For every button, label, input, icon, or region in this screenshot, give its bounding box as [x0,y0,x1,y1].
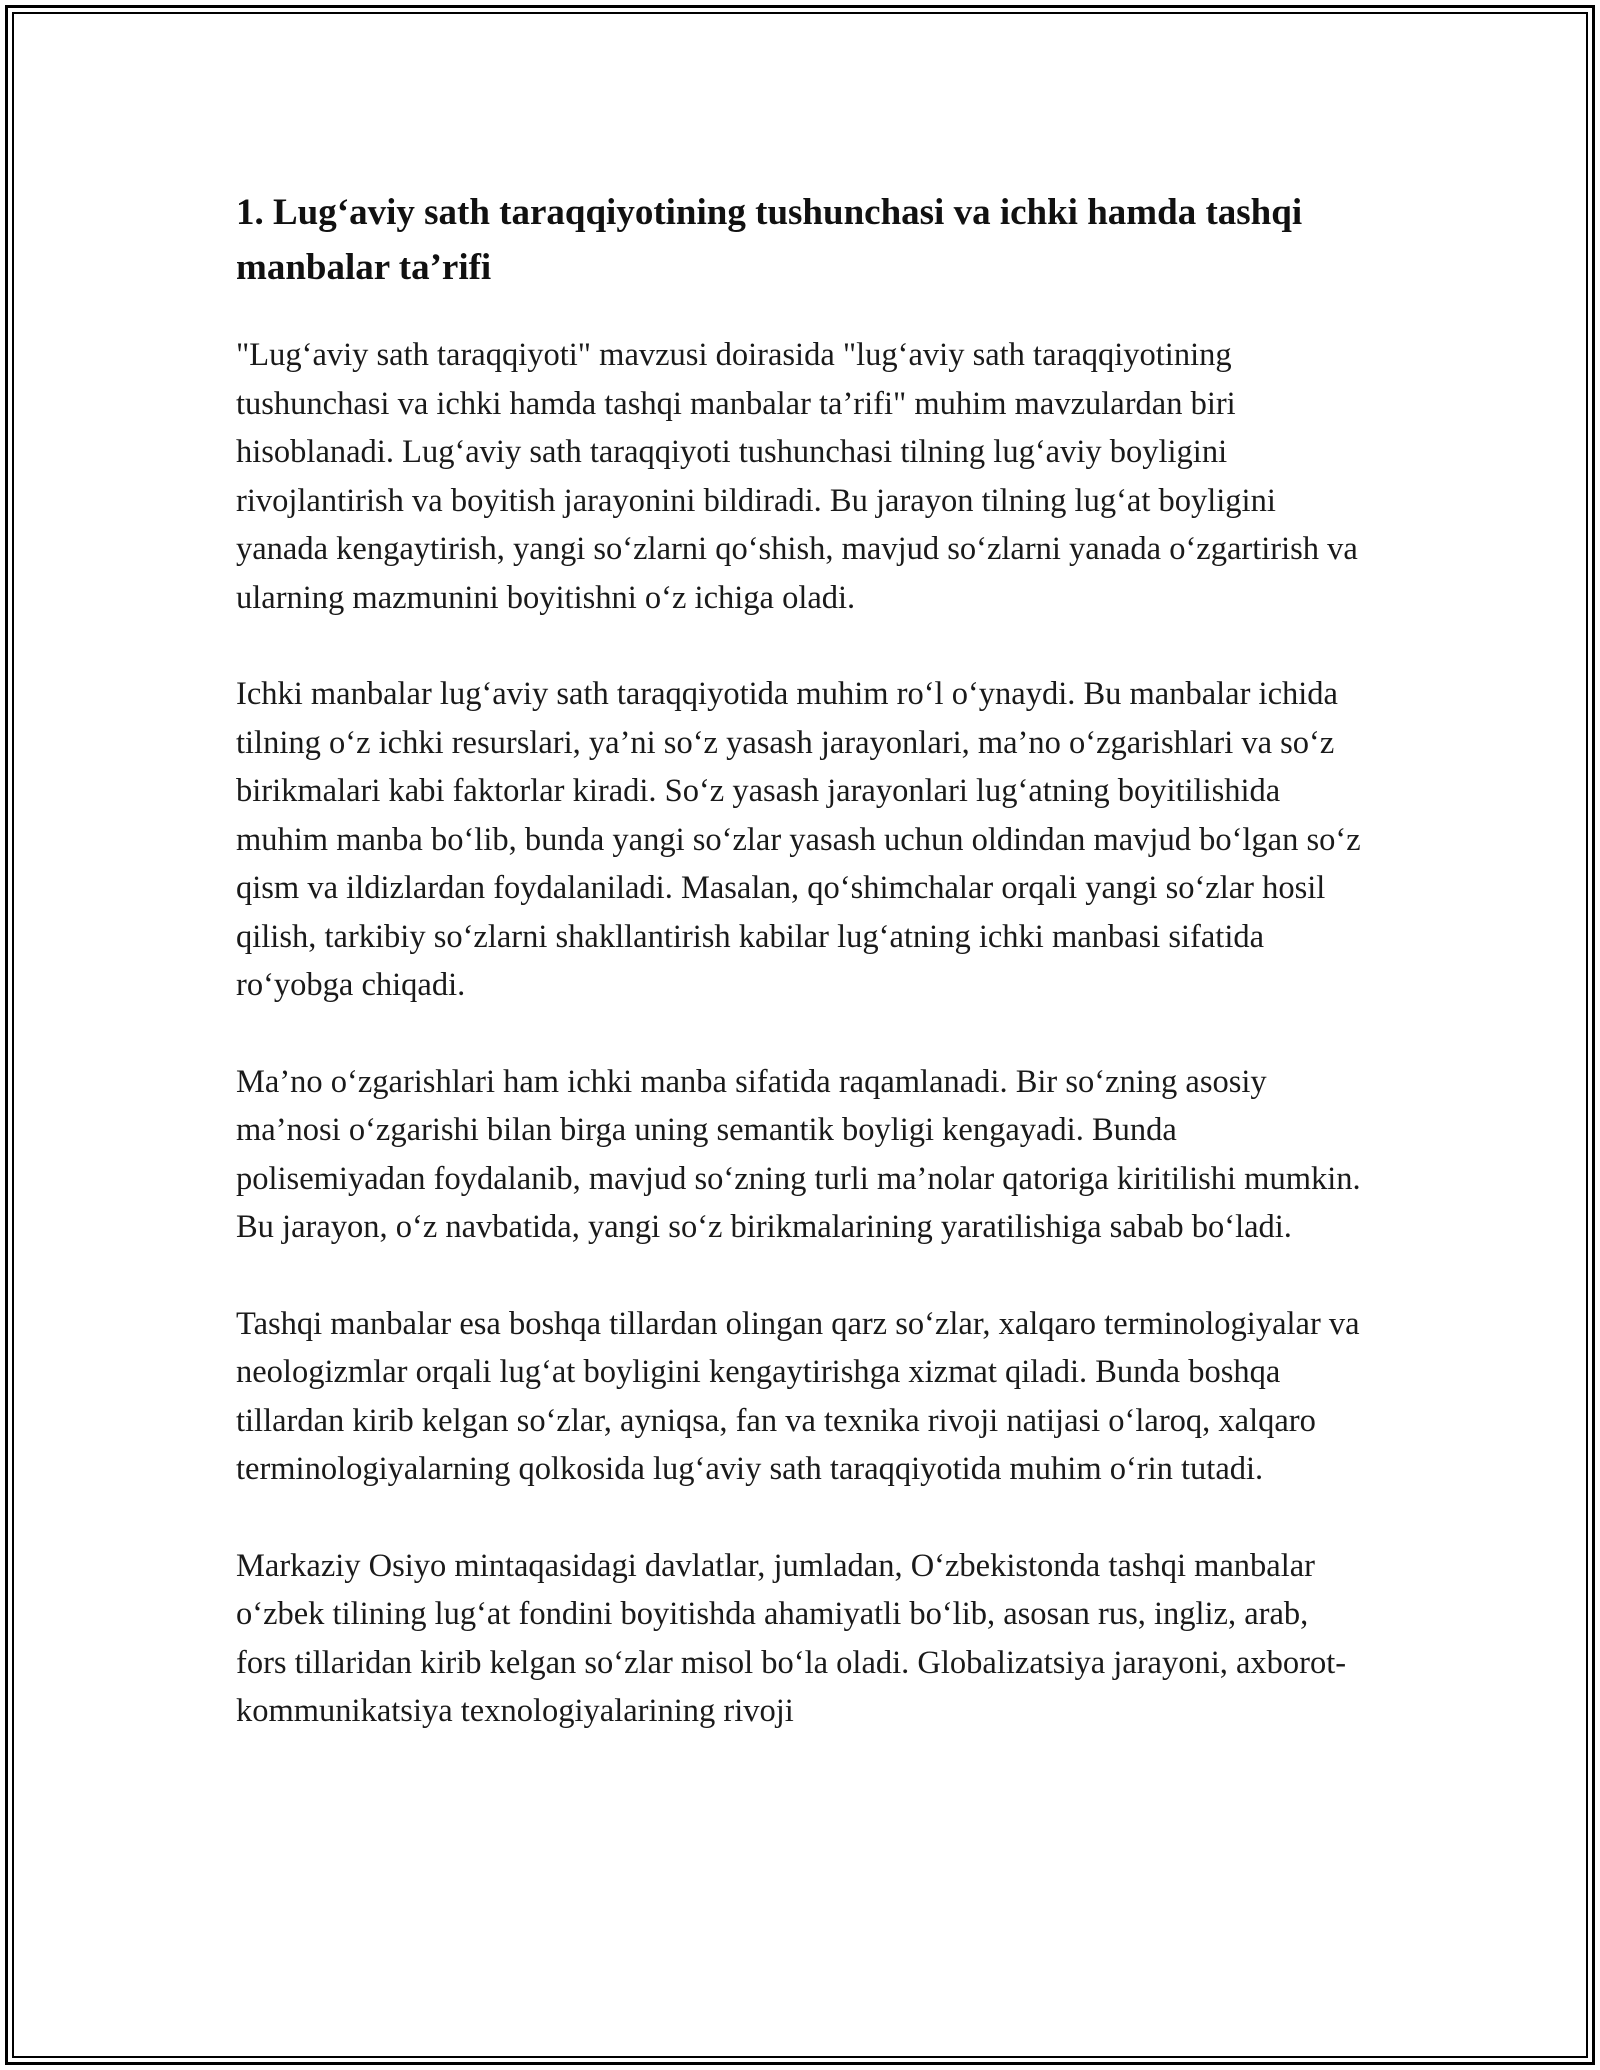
paragraph-4: Tashqi manbalar esa boshqa tillardan olingan qarz so‘zlar, xalqaro terminologiyalar va neologizmlar orqali lug‘at boyligini kengaytirishga xizmat qiladi. Bunda boshqa tillardan kirib kelgan so‘zlar, ayniqsa, fan va texnika rivoji natijasi o‘laroq, xalqaro terminologiyalarning qolkosida lug‘aviy sath taraqqiyotida muhim o‘rin tutadi. [236,1305,1360,1487]
paragraph-2: Ichki manbalar lug‘aviy sath taraqqiyotida muhim ro‘l o‘ynaydi. Bu manbalar ichida tilning o‘z ichki resurslari, ya’ni so‘z yasash jarayonlari, ma’no o‘zgarishlari va so‘z birikmalari kabi faktorlar kiradi. So‘z yasash jarayonlari lug‘atning boyitilishida muhim manba bo‘lib, bunda yangi so‘zlar yasash uchun oldindan mavjud bo‘lgan so‘z qism va ildizlardan foydalaniladi. Masalan, qo‘shimchalar orqali yangi so‘zlar hosil qilish, tarkibiy so‘zlarni shakllantirish kabilar lug‘atning ichki manbasi sifatida ro‘yobga chiqadi. [236,676,1361,1003]
document-body [236,185,1366,1784]
paragraph-1: "Lug‘aviy sath taraqqiyoti" mavzusi doirasida "lug‘aviy sath taraqqiyotining tushunchasi va ichki hamda tashqi manbalar ta’rifi" muhim mavzulardan biri hisoblanadi. Lug‘aviy sath taraqqiyoti tushunchasi tilning lug‘aviy boyligini rivojlantirish va boyitish jarayonini bildiradi. Bu jarayon tilning lug‘at boyligini yanada kengaytirish, yangi so‘zlarni qo‘shish, mavjud so‘zlarni yanada o‘zgartirish va ularning mazmunini boyitishni o‘z ichiga oladi. [236,337,1358,616]
paragraph-5: Markaziy Osiyo mintaqasidagi davlatlar, jumladan, O‘zbekistonda tashqi manbalar o‘zbek tilining lug‘at fondini boyitishda ahamiyatli bo‘lib, asosan rus, ingliz, arab, fors tillaridan kirib kelgan so‘zlar misol bo‘la oladi. Globalizatsiya jarayoni, axborot-kommunikatsiya texnologiyalarining rivoji [236,1547,1347,1729]
paragraph-3: Ma’no o‘zgarishlari ham ichki manba sifatida raqamlanadi. Bir so‘zning asosiy ma’nosi o‘zgarishi bilan birga uning semantik boyligi kengayadi. Bunda polisemiyadan foydalanib, mavjud so‘zning turli ma’nolar qatoriga kiritilishi mumkin. Bu jarayon, o‘z navbatida, yangi so‘z birikmalarining yaratilishiga sabab bo‘ladi. [236,1063,1361,1245]
section-heading: 1. Lug‘aviy sath taraqqiyotining tushunchasi va ichki hamda tashqi manbalar ta’rifi [236,192,1303,288]
